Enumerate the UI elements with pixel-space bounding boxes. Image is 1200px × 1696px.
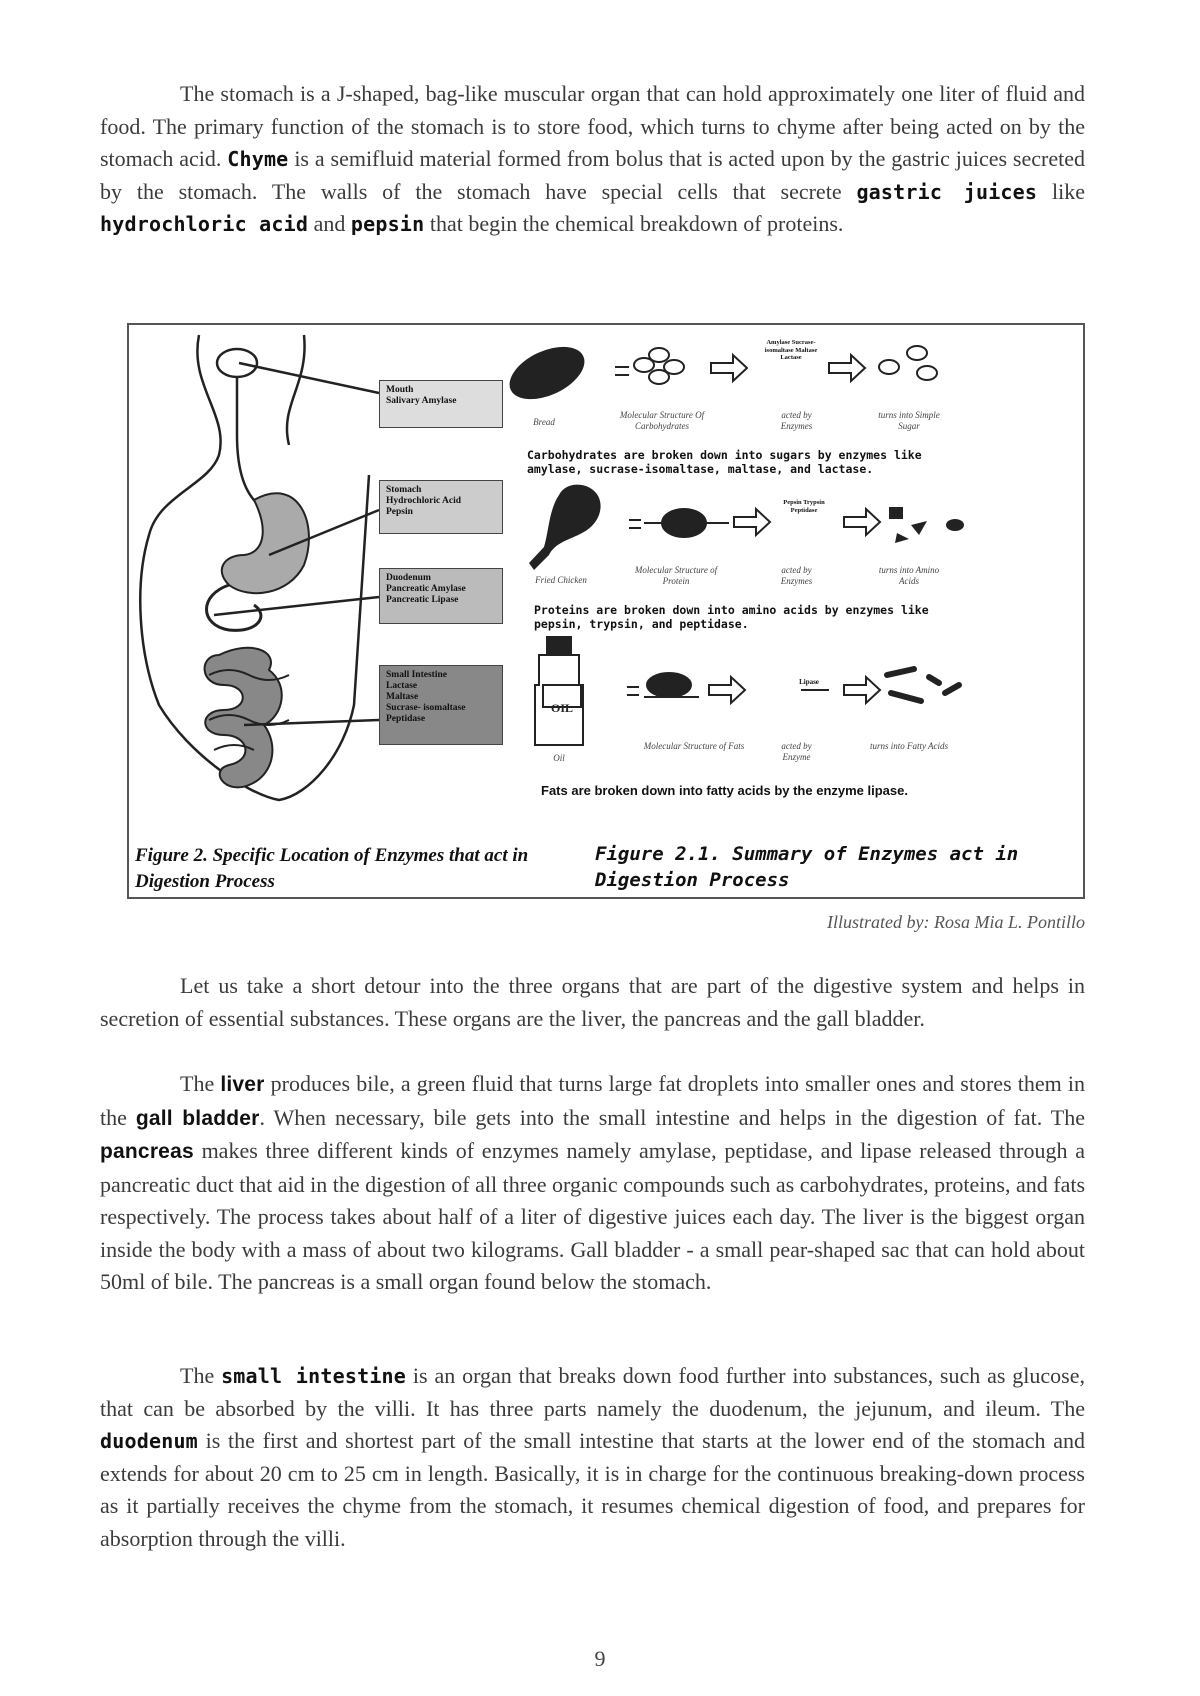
bread-icon [501, 336, 592, 410]
bold-term: duodenum [100, 1429, 198, 1453]
label-line: Hydrochloric Acid [386, 496, 462, 506]
carb-turns-label: turns into Simple Sugar [878, 410, 940, 431]
label-line: Pepsin [386, 507, 413, 517]
label-duodenum [379, 568, 503, 624]
label-line: Peptidase [386, 714, 426, 724]
figure-caption-right: Figure 2.1. Summary of Enzymes act in Digestion Process [595, 843, 1019, 891]
carb-acted-label: acted by Enzymes [780, 410, 813, 431]
bold-term: gall bladder [135, 1106, 260, 1130]
text: is an organ that breaks down food further into substances, such as glucose, that can be absorbed by the villi. It has three parts namely the duodenum, the jejunum, and ileum. The [100, 1363, 1085, 1421]
arrow-icon [844, 509, 880, 535]
label-stomach [379, 480, 503, 534]
carb-mol-label: Molecular Structure Of Carbohydrates [619, 410, 705, 431]
arrow-icon [844, 677, 880, 703]
label-small-intestine [379, 665, 503, 745]
bold-term: small intestine [221, 1364, 407, 1388]
fat-mol-label: Molecular Structure of Fats [643, 741, 745, 751]
label-line: Mouth [386, 385, 414, 395]
figure-caption-left: Figure 2. Specific Location of Enzymes that act in Digestion Process [135, 845, 529, 892]
protein-enzymes: Pepsin Trypsin Peptidase [783, 499, 825, 514]
arrow-icon [829, 355, 865, 381]
label-line: Sucrase- isomaltase [386, 703, 466, 713]
protein-turns-label: turns into Amino Acids [878, 565, 940, 586]
protein-acted-label: acted by Enzymes [780, 565, 813, 586]
label-line: Pancreatic Amylase [386, 584, 466, 594]
bold-term: pancreas [100, 1140, 194, 1163]
label-line: Duodenum [386, 573, 431, 583]
label-line: Pancreatic Lipase [386, 595, 459, 605]
protein-molecule-icon [629, 509, 729, 537]
text: . When necessary, bile gets into the small intestine and helps in the digestion of fat. The [259, 1104, 1085, 1130]
protein-summary: Proteins are broken down into amino acids by enzymes like pepsin, trypsin, and peptidase. [534, 603, 929, 631]
intestines-icon [205, 648, 289, 788]
fat-food-label: Oil [553, 753, 565, 763]
fat-enzymes: Lipase [799, 678, 819, 686]
label-line: Small Intestine [386, 670, 447, 680]
simple-sugar-icon [879, 346, 937, 380]
text: is a semifluid material formed from bolus that is acted upon by the gastric juices secreted by the stomach. The walls of the stomach have special cells that secrete [100, 146, 1085, 204]
digestion-figure [127, 323, 1085, 899]
text: like [1037, 178, 1086, 204]
text: Let us take a short detour into the three organs that are part of the digestive system and helps in secretion of essential substances. These organs are the liver, the pancreas and the gall bladder. [100, 973, 1085, 1031]
arrow-icon [709, 677, 745, 703]
text: The stomach is a J-shaped, bag-like muscular organ that can hold approximately one liter of fluid and food. The primary function of the stomach is to store food, which turns to chyme after being acted on by the stomach acid. [100, 81, 1085, 171]
carb-food-label: Bread [533, 417, 555, 427]
bold-term: hydrochloric acid [100, 212, 309, 236]
fried-chicken-icon [529, 485, 601, 570]
label-line: Salivary Amylase [386, 396, 457, 406]
fat-acted-label: acted by Enzyme [781, 741, 812, 762]
oil-bottle-label: OIL [550, 701, 573, 715]
paragraph-liver [100, 1068, 1085, 1299]
amino-acids-icon [889, 507, 964, 543]
label-line: Lactase [386, 681, 418, 691]
text: is the first and shortest part of the small intestine that starts at the lower end of the stomach and extends for about 20 cm to 25 cm in length. Basically, it is in charge for the continuous breaking-down process as it partially receives the chyme from the stomach, it resumes chemical digestion of food, and prepares for absorption through the villi. [100, 1428, 1085, 1551]
fat-summary: Fats are broken down into fatty acids by the enzyme lipase. [541, 783, 908, 798]
protein-food-label: Fried Chicken [535, 575, 587, 585]
paragraph-stomach [100, 78, 1085, 241]
label-line: Maltase [386, 692, 419, 702]
bold-term: pepsin [350, 212, 425, 236]
text: makes three different kinds of enzymes namely amylase, peptidase, and lipase released through a pancreatic duct that aid in the digestion of all three organic compounds such as carbohydrates, proteins, and fats respectively. The process takes about half of a liter of digestive juices each day. The liver is the biggest organ inside the body with a mass of about two kilograms. Gall bladder - a small pear-shaped sac that can hold about 50ml of bile. The pancreas is a small organ found below the stomach. [100, 1138, 1086, 1294]
carb-summary: Carbohydrates are broken down into sugars by enzymes like amylase, sucrase-isomaltase, maltase, and lactase. [527, 448, 922, 476]
text: that begin the chemical breakdown of proteins. [424, 211, 844, 236]
carb-molecule-icon [615, 348, 684, 384]
label-line: Stomach [386, 485, 422, 495]
protein-mol-label: Molecular Structure of Protein [634, 565, 718, 586]
fat-turns-label: turns into Fatty Acids [869, 741, 949, 751]
fatty-acids-icon [887, 669, 959, 701]
paragraph-organs [100, 970, 1085, 1035]
bold-term: liver [220, 1073, 265, 1096]
text: produces bile, a green fluid that turns large fat droplets into smaller ones and stores them in the [100, 1071, 1086, 1130]
bold-term: Chyme [227, 147, 289, 171]
arrow-icon [734, 509, 770, 535]
arrow-icon [711, 355, 747, 381]
text: The [180, 1071, 221, 1096]
carb-enzymes: Amylase Sucrase- isomaltase Maltase Lactase [764, 339, 818, 361]
text: and [308, 211, 351, 236]
page-number: 9 [594, 1646, 606, 1671]
oil-bottle-icon [535, 637, 583, 745]
paragraph-small-intestine [100, 1360, 1085, 1555]
illustration-credit: Illustrated by: Rosa Mia L. Pontillo [827, 912, 1085, 932]
text: The [180, 1363, 222, 1388]
bold-term: gastric juices [856, 179, 1038, 204]
label-mouth [379, 380, 503, 428]
fat-molecule-icon [627, 673, 699, 697]
